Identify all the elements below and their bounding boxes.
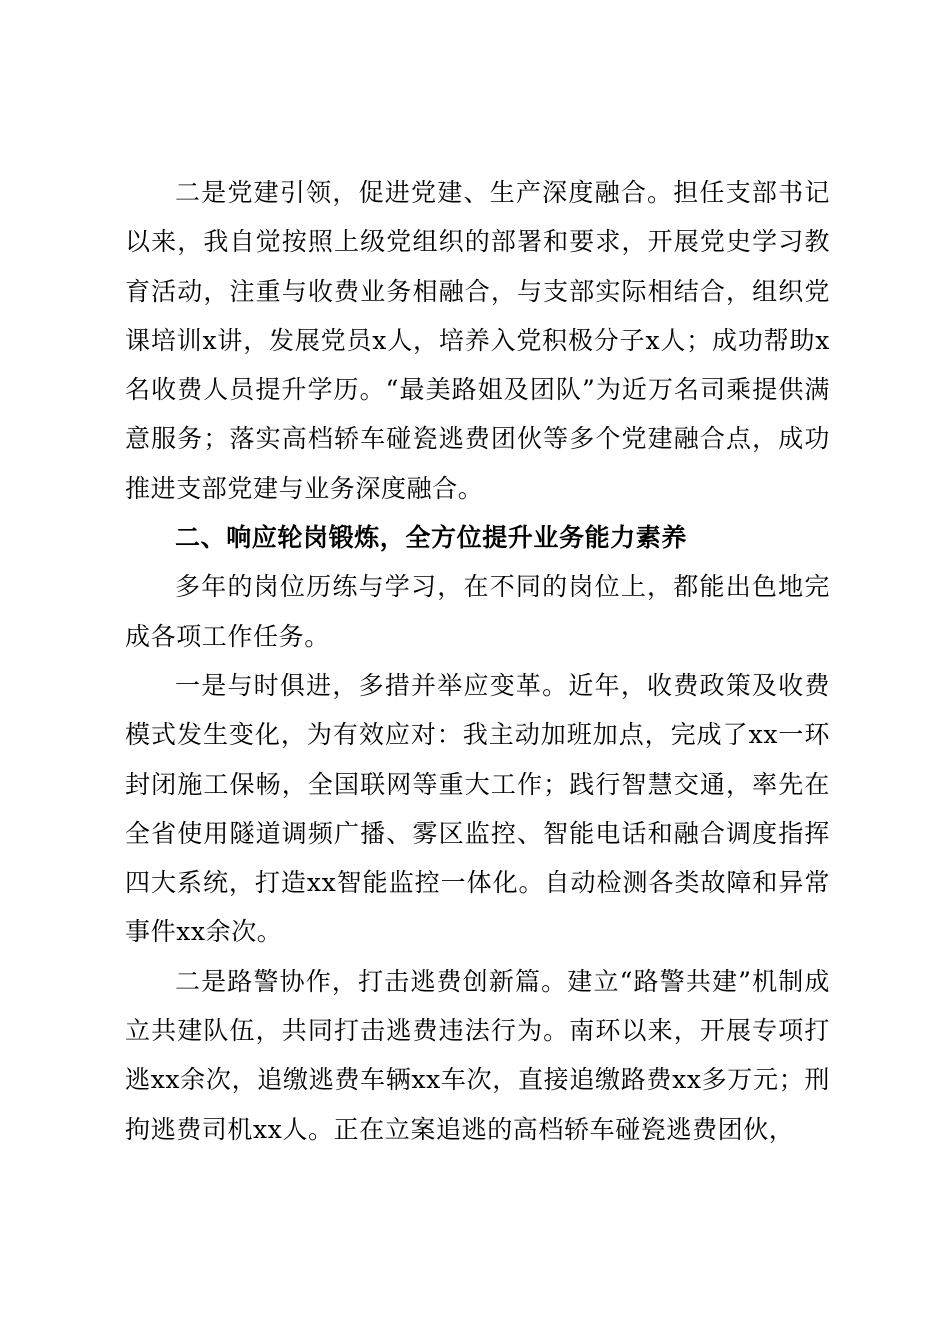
paragraph-party-building: 二是党建引领，促进党建、生产深度融合。担任支部书记以来，我自觉按照上级党组织的部署和要求，开展党史学习教育活动，注重与收费业务相融合，与支部实际相结合，组织党课培训x讲，发展党员x人，培养入党积极分子x人；成功帮助x名收费人员提升学历。“最美路姐及团队”为近万名司乘提供满意服务；落实高档轿车碰瓷逃费团伙等多个党建融合点，成功推进支部党建与业务深度融合。: [125, 178, 830, 503]
section-heading-2: 二、响应轮岗锻炼，全方位提升业务能力素养: [175, 523, 688, 553]
paragraph-job-rotation: 多年的岗位历练与学习，在不同的岗位上，都能出色地完成各项工作任务。: [125, 572, 830, 651]
paragraph-keep-pace: 一是与时俱进，多措并举应变革。近年，收费政策及收费模式发生变化，为有效应对：我主动加班加点，完成了xx一环封闭施工保畅，全国联网等重大工作；践行智慧交通，率先在全省使用隧道调频广播、雾区监控、智能电话和融合调度指挥四大系统，打造xx智能监控一体化。自动检测各类故障和异常事件xx余次。: [125, 670, 830, 947]
paragraph-police-cooperation: 二是路警协作，打击逃费创新篇。建立“路警共建”机制成立共建队伍，共同打击逃费违法行为。南环以来，开展专项打逃xx余次，追缴逃费车辆xx车次，直接追缴路费xx多万元；刑拘逃费司机xx人。正在立案追逃的高档轿车碰瓷逃费团伙，: [125, 966, 830, 1144]
document-page: [125, 168, 830, 1154]
